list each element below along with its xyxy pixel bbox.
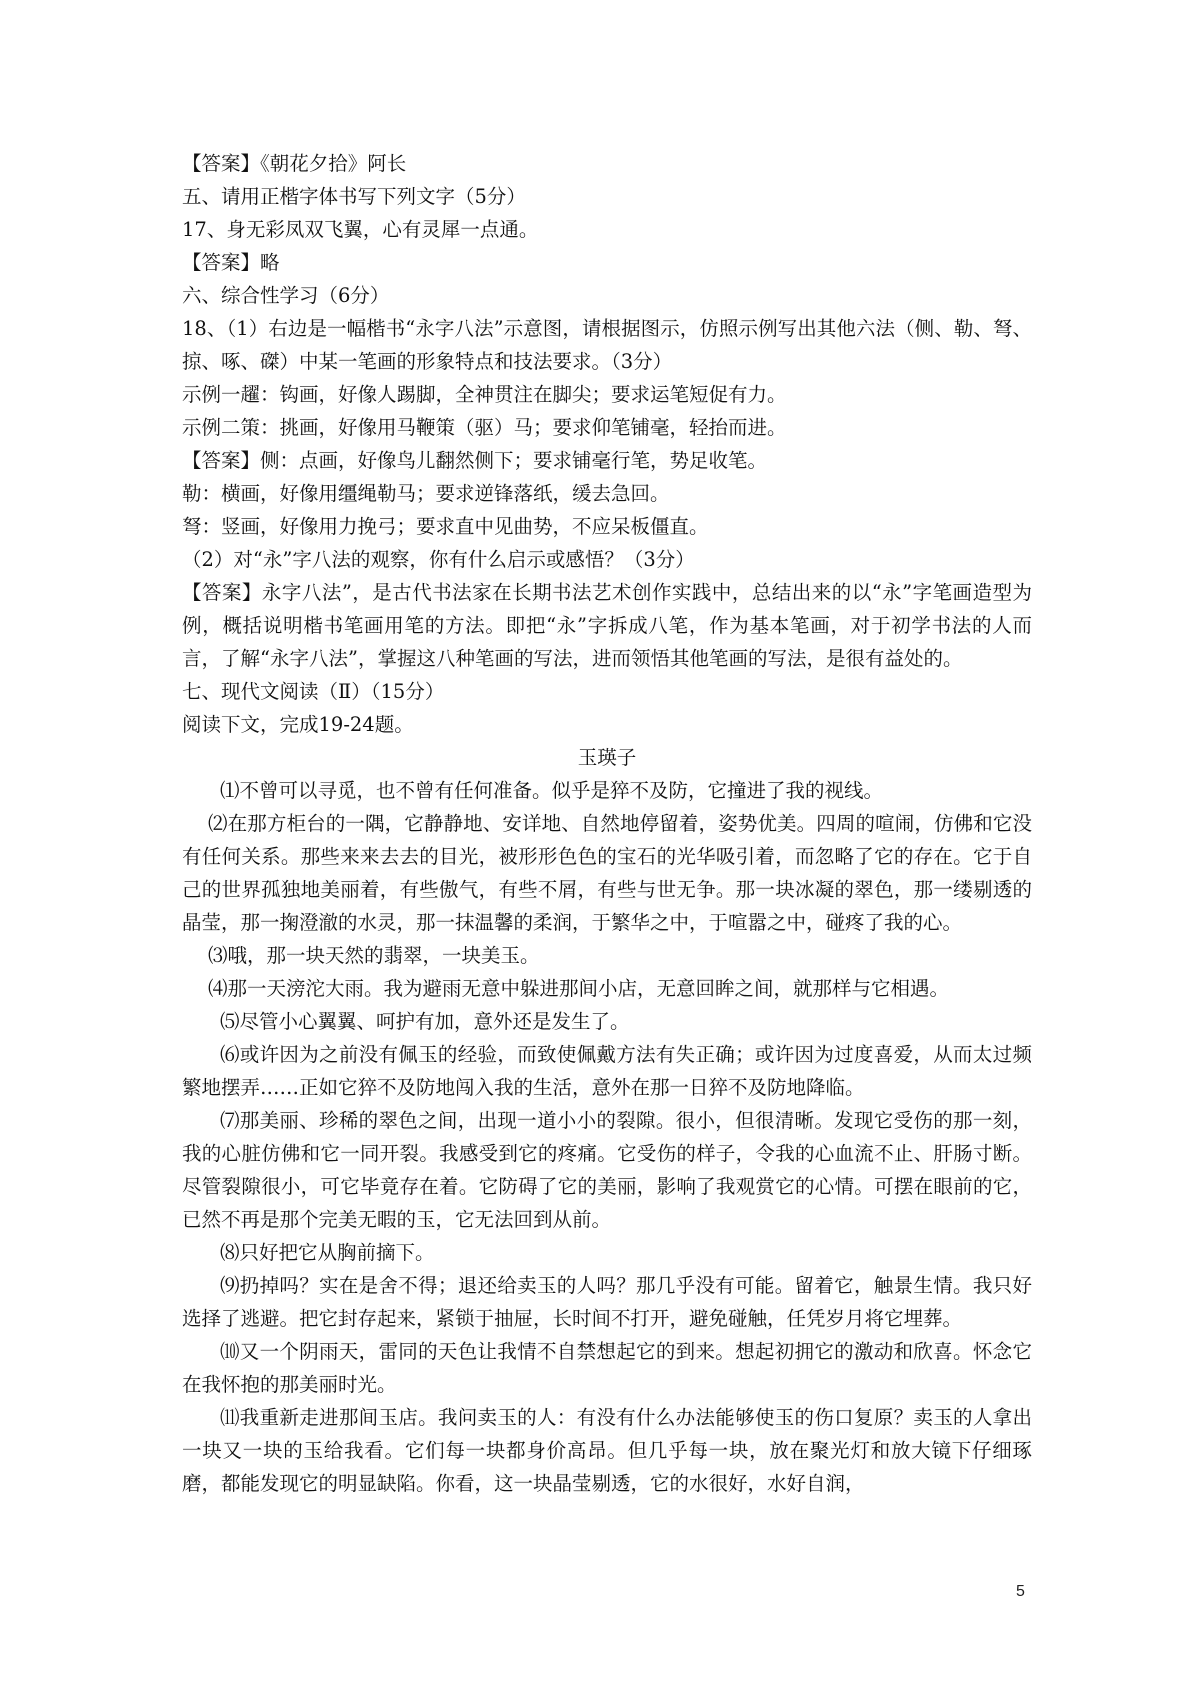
article-paragraph: ⑸尽管小心翼翼、呵护有加，意外还是发生了。 (220, 1010, 630, 1033)
article-paragraph: ⑽又一个阴雨天，雷同的天色让我情不自禁想起它的到来。想起初拥它的激动和欣喜。怀念它在我怀抱的那美丽时光。 (182, 1340, 1032, 1396)
answer-line: 【答案】侧：点画，好像鸟儿翻然侧下；要求铺毫行笔，势足收笔。 (182, 449, 768, 472)
section-heading: 六、综合性学习（6分） (182, 284, 390, 307)
article-title: 玉瑛子 (577, 746, 637, 769)
question-text: 17、身无彩凤双飞翼，心有灵犀一点通。 (182, 218, 539, 241)
article-paragraph: ⑵在那方柜台的一隅，它静静地、安详地、自然地停留着，姿势优美。四周的喧闹，仿佛和它没有任何关系。那些来来去去的目光，被形形色色的宝石的光华吸引着，而忽略了它的存在。它于自己的世界孤独地美丽着，有些傲气，有些不屑，有些与世无争。那一块冰凝的翠色，那一缕剔透的晶莹，那一掬澄澈的水灵，那一抹温馨的柔润，于繁华之中，于喧嚣之中，碰疼了我的心。 (182, 812, 1032, 934)
article-paragraph: ⑶哦，那一块天然的翡翠，一块美玉。 (208, 944, 540, 967)
article-paragraph: ⑼扔掉吗？实在是舍不得；退还给卖玉的人吗？那几乎没有可能。留着它，触景生情。我只好选择了逃避。把它封存起来，紧锁于抽屉，长时间不打开，避免碰触，任凭岁月将它埋葬。 (182, 1274, 1032, 1330)
article-paragraph: ⑾我重新走进那间玉店。我问卖玉的人：有没有什么办法能够使玉的伤口复原？卖玉的人拿出一块又一块的玉给我看。它们每一块都身价高昂。但几乎每一块，放在聚光灯和放大镜下仔细琢磨，都能发现它的明显缺陷。你看，这一块晶莹剔透，它的水很好，水好自润， (182, 1406, 1032, 1495)
answer-line: 弩：竖画，好像用力挽弓；要求直中见曲势，不应呆板僵直。 (182, 515, 709, 538)
instruction-line: 阅读下文，完成19-24题。 (182, 713, 414, 736)
answer-line: 【答案】《朝花夕拾》阿长 (182, 152, 407, 175)
page-number: 5 (1016, 1583, 1025, 1600)
question-text: （2）对“永”字八法的观察，你有什么启示或感悟？（3分） (182, 548, 695, 571)
example-line: 示例二策：挑画，好像用马鞭策（驱）马；要求仰笔铺毫，轻抬而进。 (182, 416, 787, 439)
example-line: 示例一趯：钩画，好像人踢脚，全神贯注在脚尖；要求运笔短促有力。 (182, 383, 787, 406)
page-content (182, 147, 1032, 1500)
article-paragraph: ⑴不曾可以寻觅，也不曾有任何准备。似乎是猝不及防，它撞进了我的视线。 (220, 779, 884, 802)
section-heading: 五、请用正楷字体书写下列文字（5分） (182, 185, 526, 208)
answer-line: 勒：横画，好像用缰绳勒马；要求逆锋落纸，缓去急回。 (182, 482, 670, 505)
answer-line: 【答案】略 (182, 251, 280, 274)
answer-paragraph: 【答案】永字八法”，是古代书法家在长期书法艺术创作实践中，总结出来的以“永”字笔画造型为例，概括说明楷书笔画用笔的方法。即把“永”字拆成八笔，作为基本笔画，对于初学书法的人而言，了解“永字八法”，掌握这八种笔画的写法，进而领悟其他笔画的写法，是很有益处的。 (182, 581, 1032, 670)
article-paragraph: ⑺那美丽、珍稀的翠色之间，出现一道小小的裂隙。很小，但很清晰。发现它受伤的那一刻，我的心脏仿佛和它一同开裂。我感受到它的疼痛。它受伤的样子，令我的心血流不止、肝肠寸断。尽管裂隙很小，可它毕竟存在着。它防碍了它的美丽，影响了我观赏它的心情。可摆在眼前的它，已然不再是那个完美无暇的玉，它无法回到从前。 (182, 1109, 1032, 1231)
article-paragraph: ⑷那一天滂沱大雨。我为避雨无意中躲进那间小店，无意回眸之间，就那样与它相遇。 (208, 977, 950, 1000)
article-paragraph: ⑻只好把它从胸前摘下。 (220, 1241, 435, 1264)
section-heading: 七、现代文阅读（Ⅱ）（15分） (182, 680, 445, 703)
article-paragraph: ⑹或许因为之前没有佩玉的经验，而致使佩戴方法有失正确；或许因为过度喜爱，从而太过频繁地摆弄……正如它猝不及防地闯入我的生活，意外在那一日猝不及防地降临。 (182, 1043, 1032, 1099)
question-text: 18、（1）右边是一幅楷书“永字八法”示意图，请根据图示，仿照示例写出其他六法（侧、勒、弩、掠、啄、磔）中某一笔画的形象特点和技法要求。（3分） (182, 317, 1032, 373)
